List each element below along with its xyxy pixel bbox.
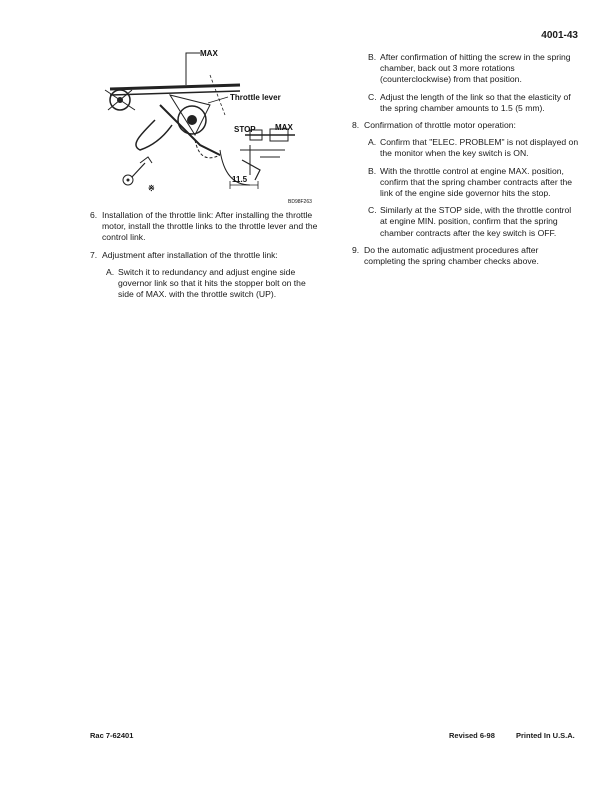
throttle-link-diagram — [100, 45, 320, 205]
sub-item — [90, 267, 322, 301]
figure-label-max-right: MAX — [275, 123, 293, 132]
item-number: 7. — [90, 249, 98, 260]
figure-label-max-top: MAX — [200, 49, 218, 58]
list-item — [90, 250, 322, 261]
footer-printed: Printed In U.S.A. — [516, 731, 575, 740]
item-text: Adjustment after installation of the throttle link: — [102, 249, 278, 260]
right-column — [352, 52, 580, 273]
sub-item — [352, 205, 580, 239]
list-item — [352, 245, 580, 267]
sub-item-text: With the throttle control at engine MAX. position, confirm that the spring chamber contracts after the link of the engine side governor hits the stop. — [380, 165, 573, 199]
item-text: Do the automatic adjustment procedures after completing the spring chamber checks above. — [364, 244, 539, 267]
sub-item-letter: C. — [368, 91, 377, 102]
sub-item — [352, 166, 580, 200]
sub-item-text: Switch it to redundancy and adjust engine side governor link so that it hits the stopper bolt on the side of MAX. with the throttle switch (UP). — [118, 266, 306, 300]
sub-item-letter: B. — [368, 165, 377, 176]
footer-revised: Revised 6-98 — [449, 731, 495, 740]
sub-item — [352, 92, 580, 114]
left-column — [90, 210, 322, 306]
footer-doc-number: Rac 7-62401 — [90, 731, 134, 740]
item-text: Installation of the throttle link: After installing the throttle motor, install the throttle links to the throttle lever and the control link. — [102, 210, 318, 243]
sub-item-text: Similarly at the STOP side, with the throttle control at engine MIN. position, confirm that the spring chamber contracts after the key switch is OFF. — [380, 205, 572, 238]
figure-label-stop: STOP — [234, 125, 256, 134]
sub-item-text: After confirmation of hitting the screw in the spring chamber, back out 3 more rotations (counterclockwise) from that position. — [380, 52, 571, 85]
item-number: 9. — [352, 244, 360, 255]
figure-code: BD98F263 — [288, 199, 312, 205]
sub-item-text: Confirm that "ELEC. PROBLEM" is not displayed on the monitor when the key switch is ON. — [380, 137, 579, 159]
sub-item-text: Adjust the length of the link so that the elasticity of the spring chamber amounts to 1.5 (5 mm). — [380, 91, 571, 113]
item-number: 6. — [90, 210, 98, 220]
page-number: 4001-43 — [541, 30, 578, 41]
list-item — [352, 120, 580, 131]
figure-label-dimension: 11.5 — [232, 175, 248, 184]
figure-label-asterisk: ※ — [148, 184, 155, 193]
list-item — [90, 210, 322, 244]
sub-item-letter: C. — [368, 205, 377, 216]
sub-item-letter: B. — [368, 52, 377, 62]
sub-item — [352, 52, 580, 86]
sub-item-letter: A. — [106, 266, 115, 277]
item-text: Confirmation of throttle motor operation: — [364, 120, 516, 131]
sub-item — [352, 137, 580, 159]
item-number: 8. — [352, 120, 360, 131]
throttle-link-figure — [100, 45, 320, 205]
figure-label-throttle-lever: Throttle lever — [230, 93, 281, 102]
sub-item-letter: A. — [368, 137, 377, 148]
